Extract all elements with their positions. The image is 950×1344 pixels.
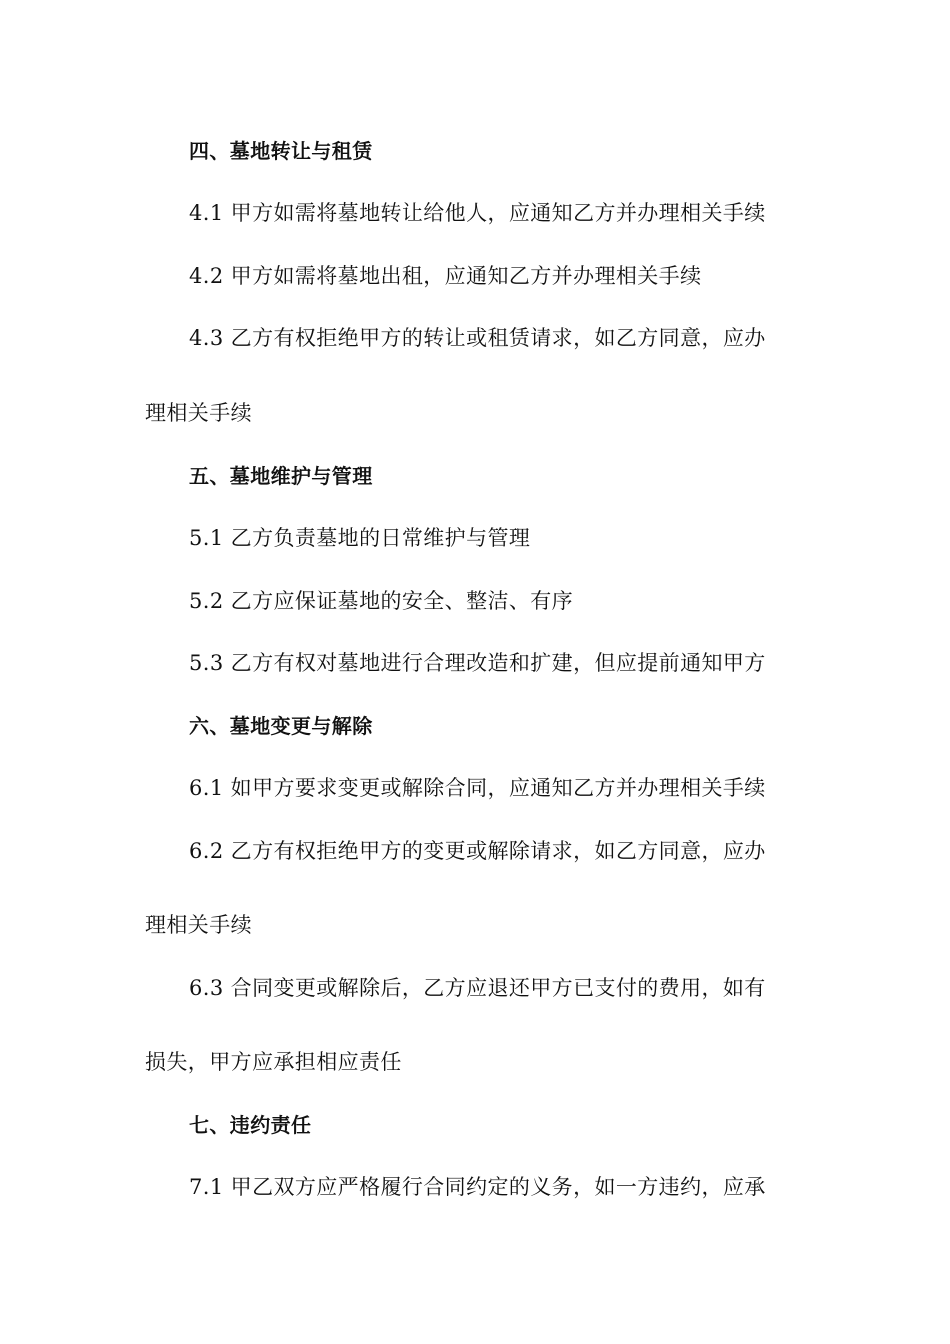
clause-4-3-continuation: 理相关手续: [145, 401, 252, 425]
section-heading: 四、墓地转让与租赁: [189, 139, 373, 163]
clause-6-3: 6.3 合同变更或解除后，乙方应退还甲方已支付的费用，如有: [189, 976, 766, 1000]
clause-4-2: 4.2 甲方如需将墓地出租，应通知乙方并办理相关手续: [189, 264, 702, 288]
clause-5-1: 5.1 乙方负责墓地的日常维护与管理: [189, 526, 531, 550]
clause-4-1: 4.1 甲方如需将墓地转让给他人，应通知乙方并办理相关手续: [189, 201, 766, 225]
clause-4-3: 4.3 乙方有权拒绝甲方的转让或租赁请求，如乙方同意，应办: [189, 326, 766, 350]
section-heading: 六、墓地变更与解除: [189, 714, 373, 738]
clause-6-1: 6.1 如甲方要求变更或解除合同，应通知乙方并办理相关手续: [189, 776, 766, 800]
clause-5-2: 5.2 乙方应保证墓地的安全、整洁、有序: [189, 589, 574, 613]
clause-6-3-continuation: 损失，甲方应承担相应责任: [145, 1050, 402, 1074]
clause-7-1: 7.1 甲乙双方应严格履行合同约定的义务，如一方违约，应承: [189, 1175, 766, 1199]
section-heading: 五、墓地维护与管理: [189, 464, 373, 488]
clause-5-3: 5.3 乙方有权对墓地进行合理改造和扩建，但应提前通知甲方: [189, 651, 766, 675]
section-heading: 七、违约责任: [189, 1113, 312, 1137]
clause-6-2: 6.2 乙方有权拒绝甲方的变更或解除请求，如乙方同意，应办: [189, 839, 766, 863]
clause-6-2-continuation: 理相关手续: [145, 913, 252, 937]
